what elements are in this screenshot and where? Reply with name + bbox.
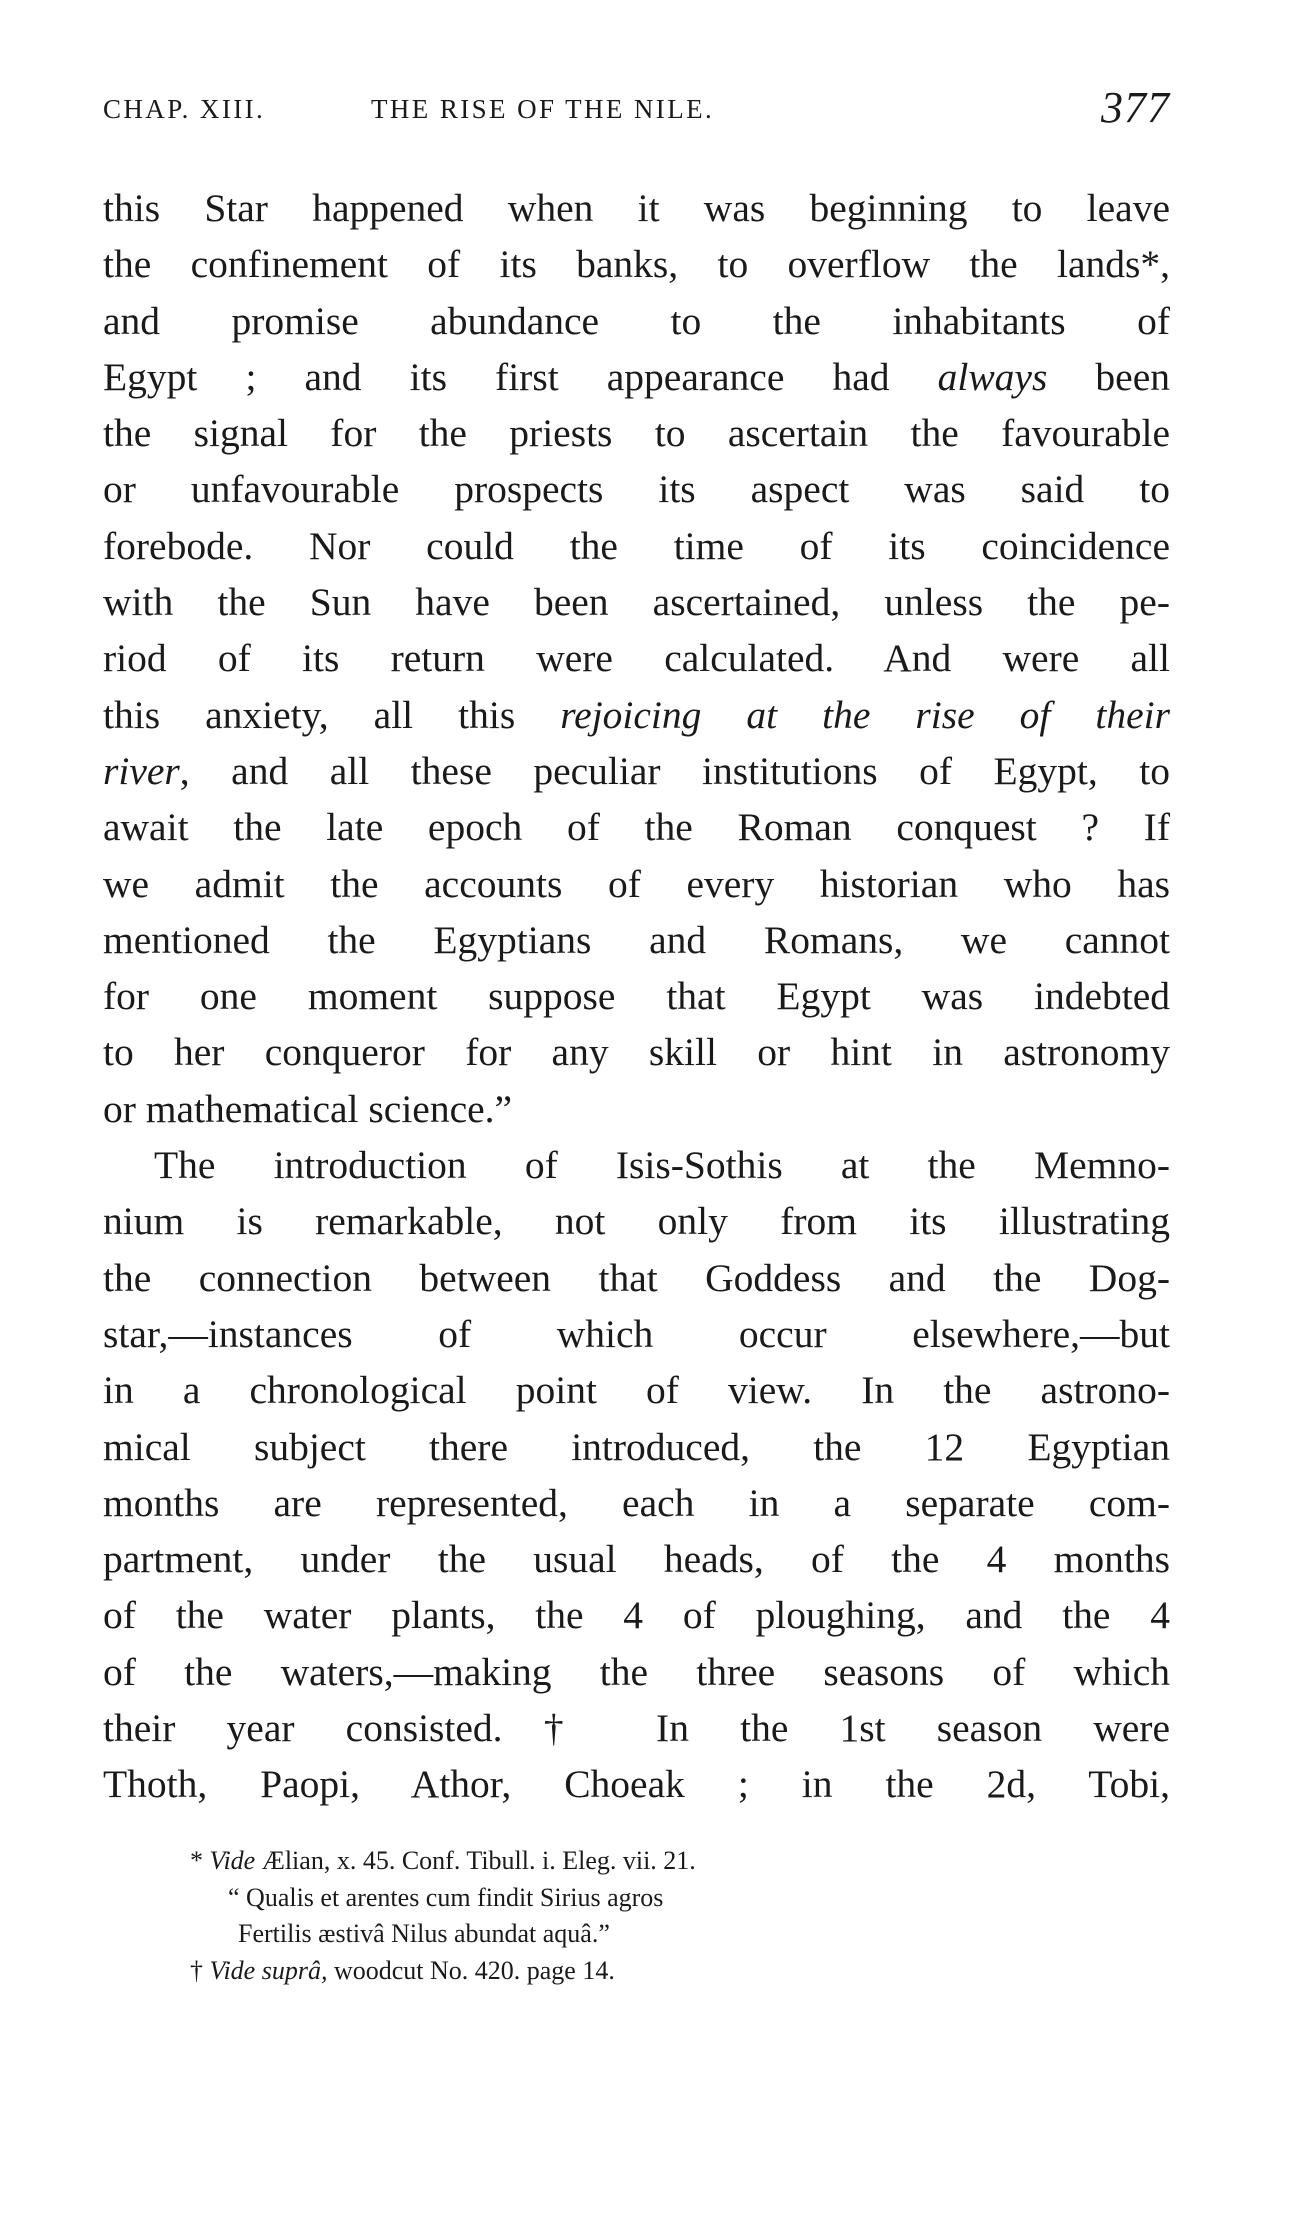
footnote-quote-line: Fertilis æstivâ Nilus abundat aquâ.” bbox=[238, 1919, 610, 1948]
italic-emphasis: always bbox=[937, 354, 1048, 399]
chapter-title: THE RISE OF THE NILE. bbox=[371, 94, 715, 124]
text-line: with the Sun have been ascertained, unless the pe- bbox=[103, 580, 1170, 625]
footnotes bbox=[190, 1843, 1090, 1989]
text-line: or mathematical science.” bbox=[103, 1086, 513, 1131]
text-line: river, and all these peculiar institutions of Egypt, to bbox=[103, 748, 1170, 793]
text-line: this anxiety, all this rejoicing at the rise of their bbox=[103, 692, 1171, 737]
text-line: await the late epoch of the Roman conquest ? If bbox=[103, 805, 1170, 850]
text-line: Thoth, Paopi, Athor, Choeak ; in the 2d, Tobi, bbox=[103, 1762, 1170, 1807]
footnote-quote-line: “ Qualis et arentes cum findit Sirius agros bbox=[228, 1882, 664, 1912]
text-line: of the waters,—making the three seasons of which bbox=[103, 1649, 1170, 1694]
text-line: riod of its return were calculated. And were all bbox=[103, 636, 1170, 681]
text-line: the signal for the priests to ascertain the favourable bbox=[103, 411, 1170, 456]
text-line: for one moment suppose that Egypt was indebted bbox=[103, 974, 1170, 1019]
text-line: we admit the accounts of every historian who has bbox=[103, 861, 1170, 906]
text-line: mical subject there introduced, the 12 Egyptian bbox=[103, 1424, 1170, 1469]
text-line: mentioned the Egyptians and Romans, we cannot bbox=[103, 917, 1170, 962]
text-line: of the water plants, the 4 of ploughing, and the 4 bbox=[103, 1593, 1170, 1638]
text-line: months are represented, each in a separate com- bbox=[103, 1480, 1170, 1525]
text-line: nium is remarkable, not only from its illustrating bbox=[103, 1199, 1170, 1244]
chapter-label: CHAP. XIII. bbox=[103, 94, 266, 124]
page-number: 377 bbox=[1101, 83, 1170, 132]
footnote-marker: † bbox=[190, 1955, 203, 1985]
italic-emphasis: rejoicing at the rise of their bbox=[560, 692, 1171, 737]
text-line: this Star happened when it was beginning to leave bbox=[103, 186, 1170, 230]
italic-emphasis: river bbox=[103, 748, 180, 793]
text-line: Egypt ; and its first appearance had always been bbox=[103, 354, 1170, 399]
text-line: their year consisted.† In the 1st season were bbox=[103, 1706, 1170, 1751]
text-line: the connection between that Goddess and the Dog- bbox=[103, 1255, 1170, 1300]
text-line: forebode. Nor could the time of its coincidence bbox=[103, 523, 1170, 568]
footnote-2: † Vide suprâ, woodcut No. 420. page 14. bbox=[190, 1955, 615, 1985]
text-line: The introduction of Isis-Sothis at the Memno- bbox=[154, 1143, 1170, 1188]
text-line: star,—instances of which occur elsewhere,—but bbox=[103, 1311, 1170, 1356]
text-line: partment, under the usual heads, of the 4 months bbox=[103, 1537, 1170, 1582]
footnote-1: * Vide Ælian, x. 45. Conf. Tibull. i. Eleg. vii. 21. bbox=[190, 1846, 696, 1875]
text-line: to her conqueror for any skill or hint in astronomy bbox=[103, 1030, 1170, 1075]
text-line: the confinement of its banks, to overflow the lands*, bbox=[103, 242, 1170, 287]
body-text bbox=[103, 180, 1170, 1813]
text-line: or unfavourable prospects its aspect was said to bbox=[103, 467, 1170, 512]
text-line: in a chronological point of view. In the astrono- bbox=[103, 1368, 1170, 1413]
text-line: and promise abundance to the inhabitants of bbox=[103, 298, 1170, 343]
footnote-marker: * bbox=[190, 1846, 203, 1875]
running-head bbox=[103, 83, 1170, 138]
